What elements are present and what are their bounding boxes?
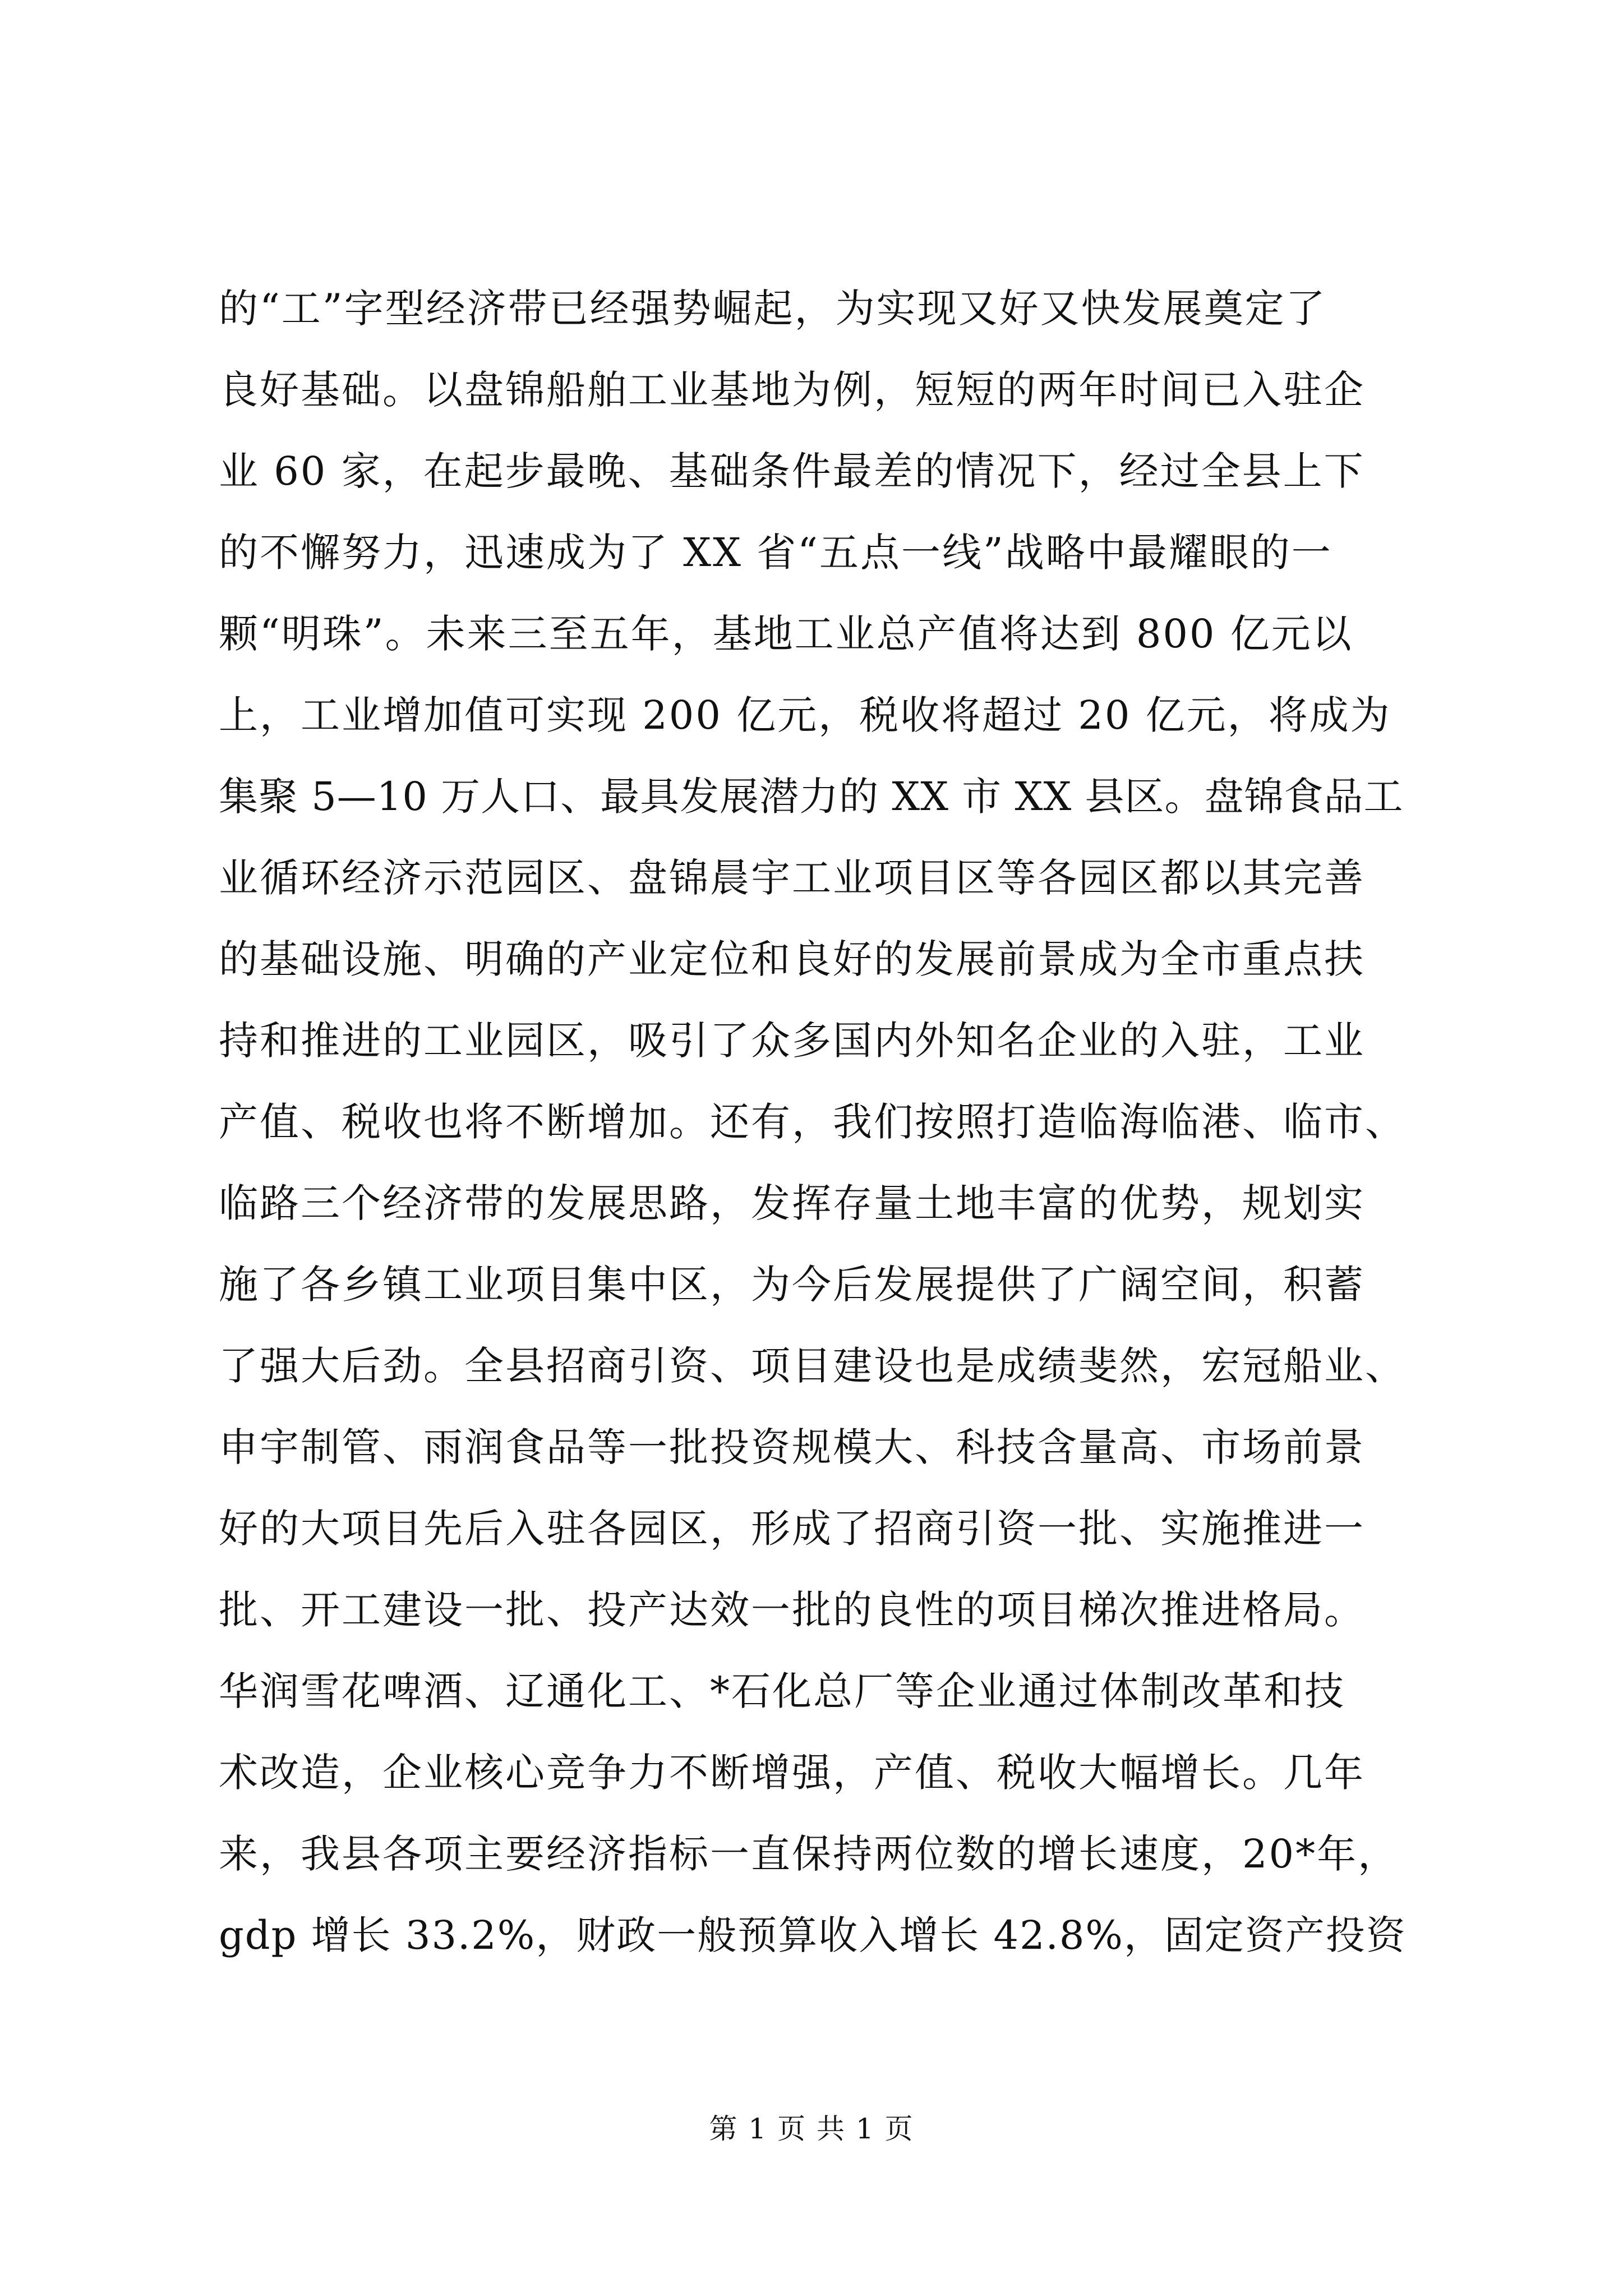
text-line: 临路三个经济带的发展思路，发挥存量土地丰富的优势，规划实	[219, 1180, 1365, 1226]
text-line: 申宇制管、雨润食品等一批投资规模大、科技含量高、市场前景	[219, 1424, 1365, 1470]
text-line: 华润雪花啤酒、辽通化工、*石化总厂等企业通过体制改革和技	[219, 1668, 1345, 1714]
text-line: 良好基础。以盘锦船舶工业基地为例，短短的两年时间已入驻企	[219, 367, 1365, 413]
text-line: 施了各乡镇工业项目集中区，为今后发展提供了广阔空间，积蓄	[219, 1262, 1365, 1308]
text-line: 了强大后劲。全县招商引资、项目建设也是成绩斐然，宏冠船业、	[219, 1343, 1406, 1389]
text-line: 集聚 5—10 万人口、最具发展潜力的 XX 市 XX 县区。盘锦食品工	[219, 774, 1404, 820]
text-line: 的“工”字型经济带已经强势崛起，为实现又好又快发展奠定了	[219, 286, 1327, 332]
text-line: 好的大项目先后入驻各园区，形成了招商引资一批、实施推进一	[219, 1506, 1365, 1552]
text-line: 的基础设施、明确的产业定位和良好的发展前景成为全市重点扶	[219, 936, 1365, 982]
text-line: 术改造，企业核心竞争力不断增强，产值、税收大幅增长。几年	[219, 1750, 1365, 1796]
text-line: 的不懈努力，迅速成为了 XX 省“五点一线”战略中最耀眼的一	[219, 530, 1332, 576]
text-line: 业循环经济示范园区、盘锦晨宇工业项目区等各园区都以其完善	[219, 855, 1365, 901]
text-line: 业 60 家，在起步最晚、基础条件最差的情况下，经过全县上下	[219, 448, 1365, 494]
page-number-footer: 第 1 页 共 1 页	[709, 2113, 914, 2145]
text-line: 产值、税收也将不断增加。还有，我们按照打造临海临港、临市、	[219, 1099, 1406, 1145]
text-line: gdp 增长 33.2%，财政一般预算收入增长 42.8%，固定资产投资	[219, 1912, 1407, 1958]
text-line: 持和推进的工业园区，吸引了众多国内外知名企业的入驻，工业	[219, 1018, 1365, 1064]
text-line: 批、开工建设一批、投产达效一批的良性的项目梯次推进格局。	[219, 1587, 1365, 1633]
text-line: 来，我县各项主要经济指标一直保持两位数的增长速度，20*年，	[219, 1831, 1399, 1877]
body-paragraph	[219, 268, 1419, 1976]
text-line: 颗“明珠”。未来三至五年，基地工业总产值将达到 800 亿元以	[219, 611, 1353, 657]
text-line: 上，工业增加值可实现 200 亿元，税收将超过 20 亿元，将成为	[219, 692, 1391, 738]
